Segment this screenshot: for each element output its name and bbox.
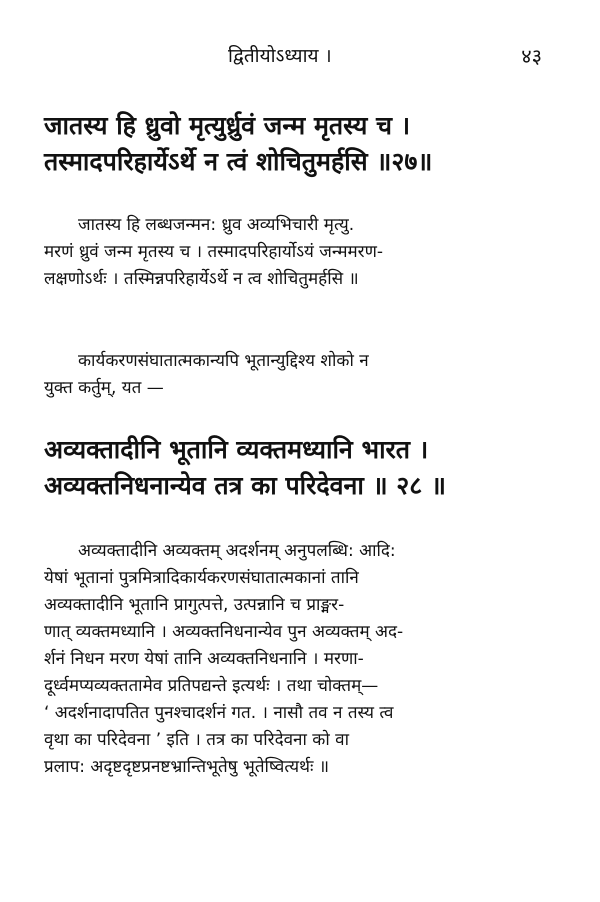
commentary-line: प्रलाप: अदृष्टदृष्टप्रनष्टभ्रान्तिभूतेषु भूतेष्वित्यर्थः ॥ xyxy=(44,757,330,777)
commentary-28 xyxy=(44,538,566,781)
verse-line: अव्यक्तनिधनान्येव तत्र का परिदेवना ॥ २८ ॥ xyxy=(44,471,446,500)
intro-28 xyxy=(44,348,566,402)
running-title: द्वितीयोऽध्याय । xyxy=(228,45,332,67)
commentary-line: णात् व्यक्तमध्यानि । अव्यक्तनिधनान्येव पुन अव्यक्तम् अद- xyxy=(44,622,404,642)
verse-line: तस्मादपरिहार्येऽर्थे न त्वं शोचितुमर्हसि ॥२७॥ xyxy=(44,147,433,176)
commentary-line: दूर्ध्वमप्यव्यक्ततामेव प्रतिपद्यन्ते इत्यर्थः । तथा चोक्तम्— xyxy=(44,676,379,696)
verse-line: जातस्य हि ध्रुवो मृत्युर्ध्रुवं जन्म मृतस्य च । xyxy=(44,111,411,140)
verse-28 xyxy=(44,432,564,504)
commentary-line: जातस्य हि लब्धजन्मन: ध्रुव अव्यभिचारी मृत्यु. xyxy=(78,215,355,235)
commentary-line: युक्त कर्तुम्, यत — xyxy=(44,378,164,398)
commentary-line: ‘ अदर्शनादापतित पुनश्चादर्शनं गत. । नासौ तव न तस्य त्व xyxy=(44,703,394,723)
commentary-line: वृथा का परिदेवना ’ इति । तत्र का परिदेवना को वा xyxy=(44,730,350,750)
commentary-line: अव्यक्तादीनि अव्यक्तम् अदर्शनम् अनुपलब्धि: आदि: xyxy=(78,541,396,561)
page-number: ४३ xyxy=(521,44,542,68)
verse-line: अव्यक्तादीनि भूतानि व्यक्तमध्यानि भारत । xyxy=(44,435,429,464)
commentary-27 xyxy=(44,212,566,293)
commentary-line: लक्षणोऽर्थः । तस्मिन्नपरिहार्येऽर्थे न त्व शोचितुमर्हसि ॥ xyxy=(44,269,359,289)
running-head xyxy=(0,42,600,72)
commentary-line: कार्यकरणसंघातात्मकान्यपि भूतान्युद्दिश्य शोको न xyxy=(78,351,369,371)
verse-27 xyxy=(44,108,564,180)
commentary-line: येषां भूतानां पुत्रमित्रादिकार्यकरणसंघातात्मकानां तानि xyxy=(44,568,359,588)
commentary-line: र्शनं निधन मरण येषां तानि अव्यक्तनिधनानि । मरणा- xyxy=(44,649,364,669)
commentary-line: अव्यक्तादीनि भूतानि प्रागुत्पत्ते, उत्पन्नानि च प्राङ्मर- xyxy=(44,595,345,615)
commentary-line: मरणं ध्रुवं जन्म मृतस्य च । तस्मादपरिहार्योऽयं जन्ममरण- xyxy=(44,242,384,262)
